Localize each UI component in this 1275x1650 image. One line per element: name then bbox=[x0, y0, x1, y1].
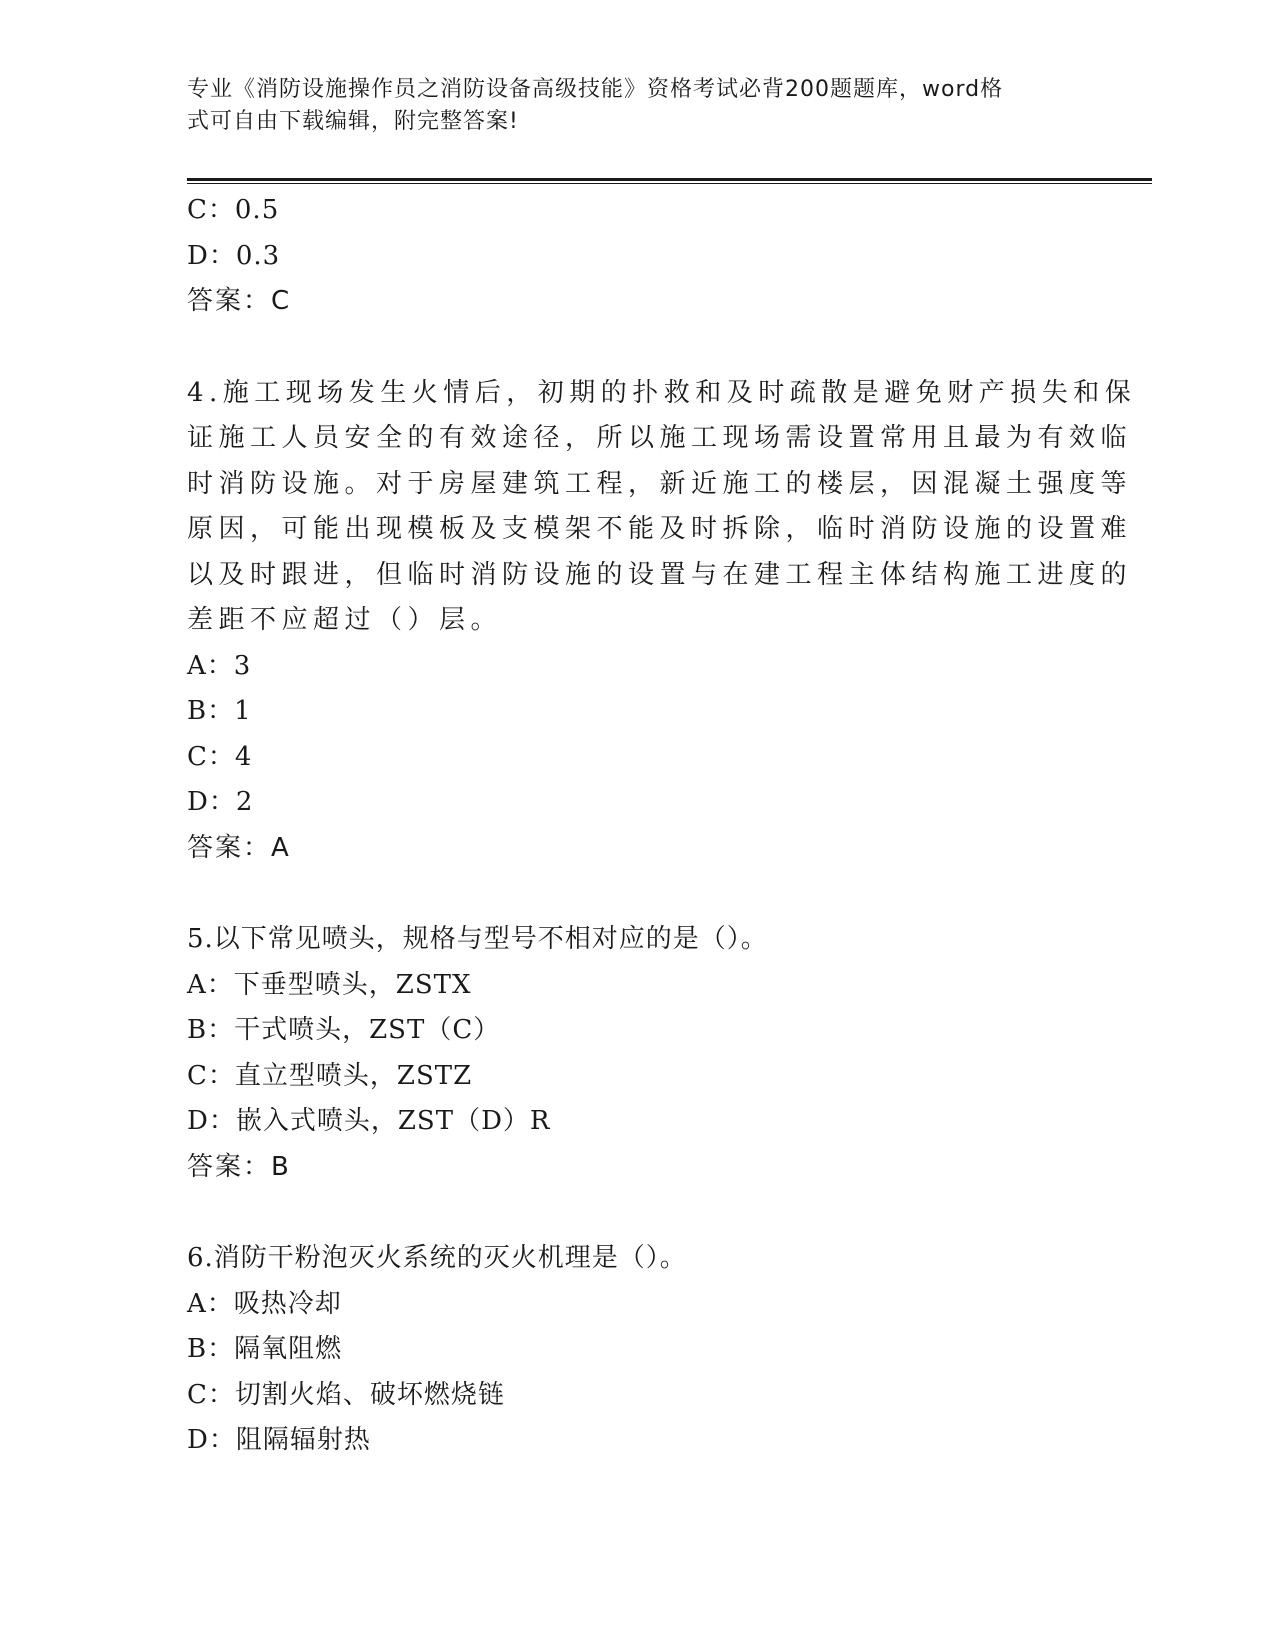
q5-option-b: B：干式喷头，ZST（C） bbox=[187, 1015, 501, 1045]
q4-stem bbox=[187, 371, 1137, 644]
q5-stem: 5.以下常见喷头，规格与型号不相对应的是（）。 bbox=[187, 924, 768, 954]
q4-stem-line: 时消防设施。对于房屋建筑工程，新近施工的楼层，因混凝土强度等 bbox=[187, 468, 1133, 499]
document-header bbox=[187, 74, 1087, 138]
prev-answer: 答案：C bbox=[187, 286, 292, 316]
prev-option-d: D：0.3 bbox=[187, 240, 281, 271]
header-line-2: 式可自由下载编辑，附完整答案! bbox=[187, 109, 519, 134]
q6-option-c: C：切割火焰、破坏燃烧链 bbox=[187, 1379, 505, 1410]
header-line-1: 专业《消防设施操作员之消防设备高级技能》资格考试必背200题题库，word格 bbox=[187, 77, 1004, 102]
q4-stem-line: 证施工人员安全的有效途径，所以施工现场需设置常用且最为有效临 bbox=[187, 423, 1133, 453]
q4-stem-line: 原因，可能出现模板及支模架不能及时拆除，临时消防设施的设置难 bbox=[187, 514, 1133, 544]
q6-option-a: A：吸热冷却 bbox=[187, 1288, 342, 1319]
q4-option-b: B：1 bbox=[187, 696, 252, 726]
q4-stem-line: 差距不应超过（）层。 bbox=[187, 605, 503, 635]
q4-stem-line: 以及时跟进，但临时消防设施的设置与在建工程主体结构施工进度的 bbox=[187, 559, 1133, 590]
q6-stem: 6.消防干粉泡灭火系统的灭火机理是（）。 bbox=[187, 1243, 687, 1273]
q5-option-a: A：下垂型喷头，ZSTX bbox=[187, 969, 472, 1000]
q6-option-b: B：隔氧阻燃 bbox=[187, 1334, 343, 1364]
q4-option-a: A：3 bbox=[187, 650, 252, 681]
q5-option-d: D：嵌入式喷头，ZST（D）R bbox=[187, 1106, 551, 1136]
document-body bbox=[187, 188, 1137, 1464]
q6-option-d: D：阻隔辐射热 bbox=[187, 1425, 371, 1455]
q5-answer: 答案：B bbox=[187, 1151, 291, 1182]
q4-answer: 答案：A bbox=[187, 832, 291, 863]
q4-option-d: D：2 bbox=[187, 787, 254, 817]
q4-option-c: C：4 bbox=[187, 741, 253, 772]
q5-option-c: C：直立型喷头，ZSTZ bbox=[187, 1060, 473, 1091]
prev-option-c: C：0.5 bbox=[187, 195, 280, 225]
header-divider-thin bbox=[187, 183, 1152, 184]
header-divider-thick bbox=[187, 178, 1152, 181]
q4-stem-line: 4.施工现场发生火情后，初期的扑救和及时疏散是避免财产损失和保 bbox=[187, 377, 1137, 408]
